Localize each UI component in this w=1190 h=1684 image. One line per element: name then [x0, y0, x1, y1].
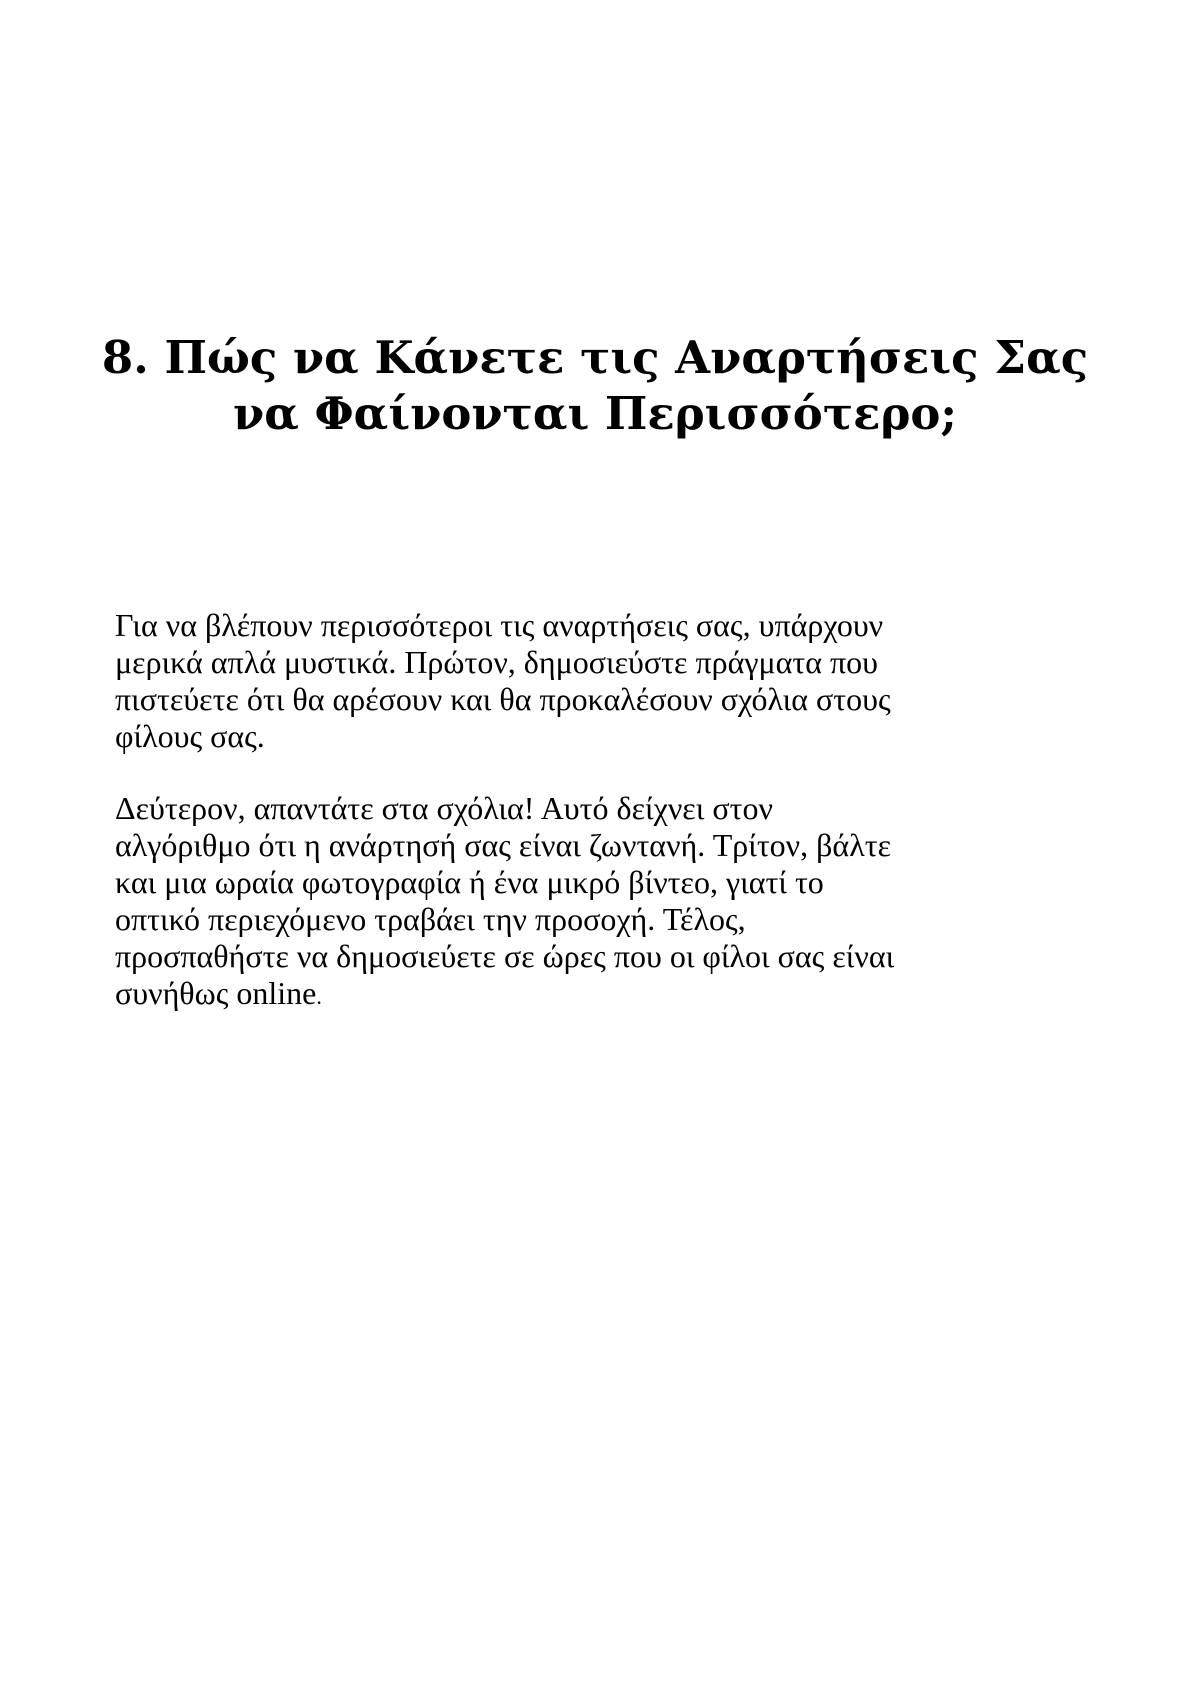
paragraph-line: και μια ωραία φωτογραφία ή ένα μικρό βίντεο, γιατί το: [115, 864, 824, 900]
section-heading: [80, 330, 1110, 442]
paragraph-line: αλγόριθμο ότι η ανάρτησή σας είναι ζωντανή. Τρίτον, βάλτε: [115, 827, 891, 863]
heading-line-1: 8. Πώς να Κάνετε τις Αναρτήσεις Σας: [101, 331, 1089, 384]
paragraph-last-line: [115, 975, 1095, 1015]
paragraph-line: οπτικό περιεχόμενο τραβάει την προσοχή. Τέλος,: [115, 901, 746, 937]
trailing-period: .: [316, 984, 322, 1009]
paragraph-line-text: συνήθως online: [115, 975, 317, 1011]
paragraph-line: πιστεύετε ότι θα αρέσουν και θα προκαλέσουν σχόλια στους: [115, 681, 891, 717]
paragraph-1: [115, 607, 1095, 755]
heading-line-2: να Φαίνονται Περισσότερο;: [232, 387, 958, 440]
paragraph-line: Για να βλέπουν περισσότεροι τις αναρτήσεις σας, υπάρχουν: [115, 607, 884, 643]
paragraph-2: [115, 790, 1095, 1015]
paragraph-line: προσπαθήστε να δημοσιεύετε σε ώρες που οι φίλοι σας είναι: [115, 938, 895, 974]
paragraph-line: μερικά απλά μυστικά. Πρώτον, δημοσιεύστε πράγματα που: [115, 644, 879, 680]
body-text: [115, 607, 1095, 1015]
paragraph-line: Δεύτερον, απαντάτε στα σχόλια! Αυτό δείχνει στον: [115, 790, 773, 826]
paragraph-line: φίλους σας.: [115, 718, 265, 754]
